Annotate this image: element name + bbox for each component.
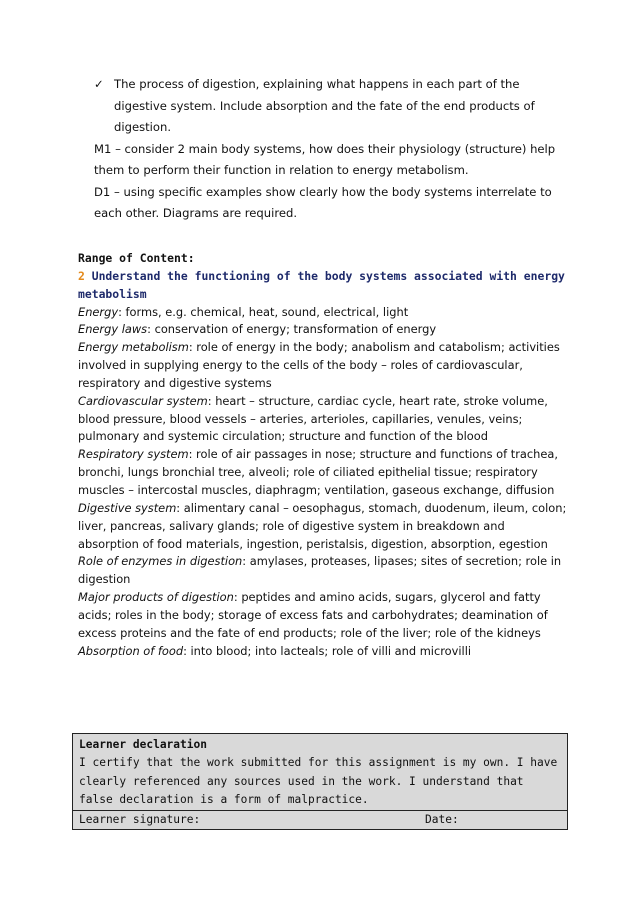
content-text: : role of air passages in nose; structure and functions of trachea, bronchi, lungs bronchial tree, alveoli; role of ciliated epithelial tissue; respiratory muscles – intercostal muscles, diaphragm; ventilation, gaseous exchange, diffusion <box>78 447 558 497</box>
merit-criterion: M1 – consider 2 main body systems, how does their physiology (structure) help them to perform their function in relation to energy metabolism. <box>94 141 556 177</box>
range-of-content <box>78 250 568 660</box>
range-of-content-heading: Range of Content: <box>78 251 195 265</box>
content-text: : forms, e.g. chemical, heat, sound, electrical, light <box>118 304 409 319</box>
content-item <box>78 339 568 393</box>
content-item <box>78 643 568 661</box>
content-text: : amylases, proteases, lipases; sites of secretion; role in digestion <box>78 554 562 587</box>
content-text: : heart – structure, cardiac cycle, heart rate, stroke volume, blood pressure, blood vessels – arteries, arterioles, capillaries, venules, veins; pulmonary and systemic circulation; structure and function of the blood <box>78 393 548 444</box>
content-item <box>78 589 568 643</box>
learning-outcome-text: Understand the functioning of the body systems associated with energy metabolism <box>78 268 565 301</box>
checklist-item-text: The process of digestion, explaining what happens in each part of the digestive system. Include absorption and the fate of the end products of digestion. <box>114 77 535 134</box>
content-text: : alimentary canal – oesophagus, stomach, duodenum, ileum, colon; liver, pancreas, salivary glands; role of digestive system in breakdown and absorption of food materials, ingestion, peristalsis, digestion, absorption, egestion <box>78 500 567 551</box>
distinction-criterion: D1 – using specific examples show clearly how the body systems interrelate to each other. Diagrams are required. <box>94 184 552 220</box>
content-item <box>78 321 568 339</box>
content-term: Energy laws <box>78 322 148 337</box>
content-term: Energy metabolism <box>78 340 189 355</box>
learning-outcome <box>78 268 568 304</box>
grading-criteria <box>94 74 574 225</box>
content-text: : peptides and amino acids, sugars, glycerol and fatty acids; roles in the body; storage of excess fats and carbohydrates; deamination of excess proteins and the fate of end products; role of the liver; role of the kidneys <box>78 590 548 640</box>
content-term: Major products of digestion <box>78 590 234 605</box>
content-term: Role of enzymes in digestion <box>78 554 243 569</box>
content-term: Energy <box>78 304 119 319</box>
content-item <box>78 446 568 500</box>
content-item <box>78 553 568 589</box>
checklist-item <box>94 74 574 139</box>
content-text: : conservation of energy; transformation of energy <box>147 322 437 337</box>
signature-label: Learner signature: <box>79 812 201 826</box>
declaration-body: I certify that the work submitted for this assignment is my own. I have clearly referenced any sources used in the work. I understand that false declaration is a form of malpractice. <box>79 756 558 807</box>
content-term: Digestive system <box>78 500 177 515</box>
content-item <box>78 393 568 447</box>
learning-outcome-number: 2 <box>78 268 85 283</box>
content-item <box>78 500 568 554</box>
date-label: Date: <box>425 812 459 826</box>
content-term: Cardiovascular system <box>78 393 208 408</box>
declaration-title: Learner declaration <box>79 738 207 751</box>
content-item <box>78 304 568 322</box>
content-text: : into blood; into lacteals; role of villi and microvilli <box>183 643 472 658</box>
learner-declaration-box <box>72 733 568 830</box>
content-term: Absorption of food <box>78 643 184 658</box>
content-term: Respiratory system <box>78 447 189 462</box>
checkmark-icon: ✓ <box>94 77 104 91</box>
signature-row <box>73 810 567 829</box>
content-text: : role of energy in the body; anabolism and catabolism; activities involved in supplying energy to the cells of the body – roles of cardiovascular, respiratory and digestive systems <box>78 340 560 390</box>
